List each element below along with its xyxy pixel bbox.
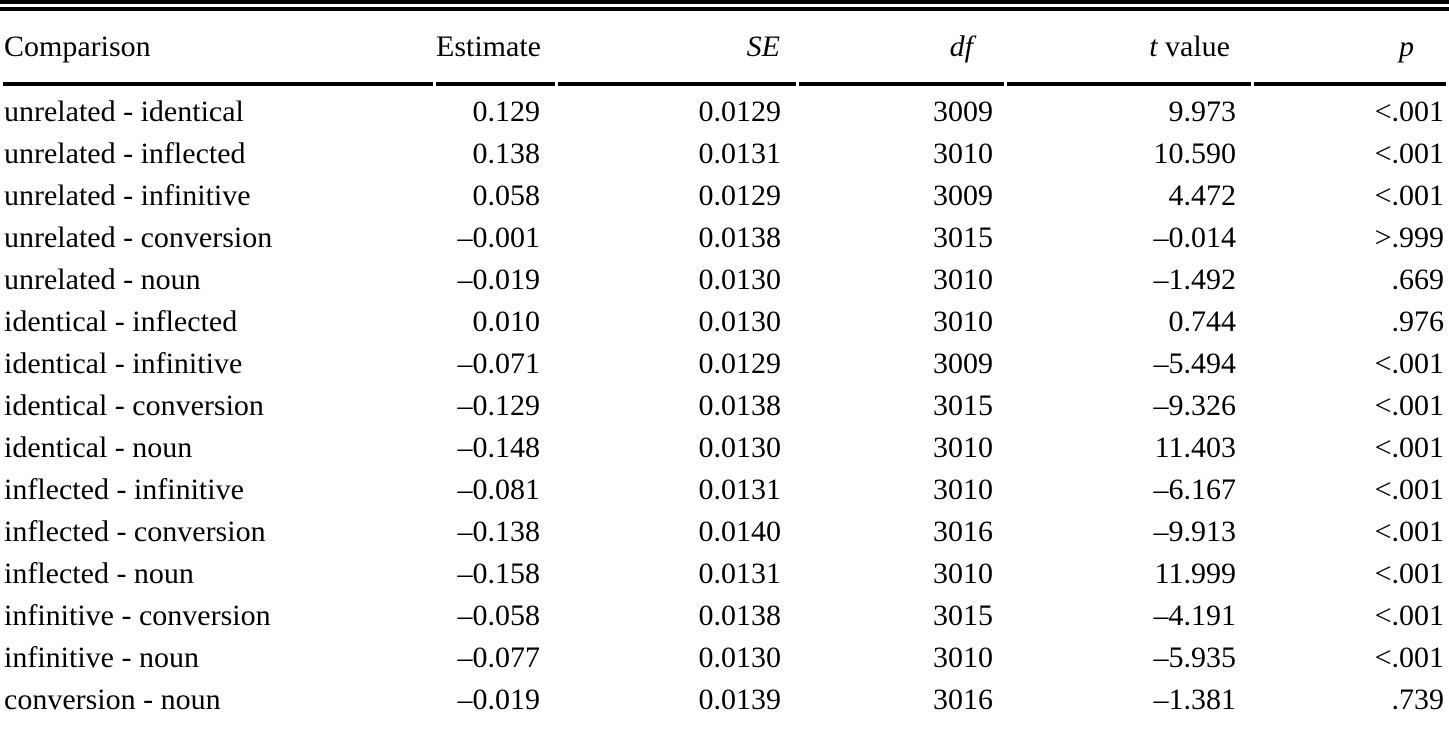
p-cell: <.001 bbox=[1374, 431, 1444, 464]
t-value-cell: 11.403 bbox=[1154, 431, 1236, 464]
table-row bbox=[3, 128, 1446, 170]
comparison-cell: infinitive - conversion bbox=[4, 599, 271, 632]
comparison-cell: identical - infinitive bbox=[4, 347, 243, 380]
se-cell: 0.0131 bbox=[698, 557, 781, 590]
t-value-cell: –5.935 bbox=[1153, 641, 1236, 674]
estimate-cell: –0.019 bbox=[457, 683, 540, 716]
se-cell: 0.0138 bbox=[698, 389, 781, 422]
comparison-cell: identical - conversion bbox=[4, 389, 264, 422]
se-cell: 0.0129 bbox=[698, 95, 781, 128]
table-body bbox=[3, 86, 1446, 716]
t-value-italic-t: t bbox=[1149, 30, 1158, 63]
comparison-cell: inflected - infinitive bbox=[4, 473, 244, 506]
estimate-cell: 0.058 bbox=[472, 179, 540, 212]
table-row bbox=[3, 170, 1446, 212]
t-value-cell: –1.492 bbox=[1153, 263, 1236, 296]
table-header-row bbox=[3, 11, 1446, 86]
t-value-cell: 10.590 bbox=[1153, 137, 1236, 170]
t-value-cell: 4.472 bbox=[1168, 179, 1236, 212]
table-row bbox=[3, 590, 1446, 632]
comparison-cell: unrelated - infinitive bbox=[4, 179, 251, 212]
df-cell: 3010 bbox=[933, 137, 993, 170]
column-header-estimate: Estimate bbox=[436, 11, 555, 86]
comparison-stats-table bbox=[0, 11, 1449, 716]
estimate-cell: 0.129 bbox=[472, 95, 540, 128]
p-cell: <.001 bbox=[1374, 515, 1444, 548]
comparison-cell: conversion - noun bbox=[4, 683, 221, 716]
t-value-cell: –9.913 bbox=[1153, 515, 1236, 548]
df-cell: 3016 bbox=[933, 515, 993, 548]
p-cell: <.001 bbox=[1374, 347, 1444, 380]
p-cell: >.999 bbox=[1374, 221, 1444, 254]
df-cell: 3015 bbox=[933, 389, 993, 422]
df-cell: 3010 bbox=[933, 305, 993, 338]
column-header-df: df bbox=[799, 11, 1004, 86]
comparison-cell: unrelated - conversion bbox=[4, 221, 273, 254]
comparison-cell: infinitive - noun bbox=[4, 641, 199, 674]
comparison-cell: identical - noun bbox=[4, 431, 193, 464]
df-cell: 3009 bbox=[933, 95, 993, 128]
se-cell: 0.0139 bbox=[698, 683, 781, 716]
estimate-cell: –0.158 bbox=[457, 557, 540, 590]
df-cell: 3010 bbox=[933, 641, 993, 674]
table-row bbox=[3, 338, 1446, 380]
p-cell: <.001 bbox=[1374, 557, 1444, 590]
table-row bbox=[3, 422, 1446, 464]
table-row bbox=[3, 548, 1446, 590]
comparison-cell: inflected - noun bbox=[4, 557, 194, 590]
se-cell: 0.0129 bbox=[698, 179, 781, 212]
table-row bbox=[3, 506, 1446, 548]
t-value-cell: 11.999 bbox=[1154, 557, 1236, 590]
t-value-cell: –4.191 bbox=[1153, 599, 1236, 632]
p-cell: .976 bbox=[1391, 305, 1444, 338]
estimate-cell: –0.071 bbox=[457, 347, 540, 380]
df-cell: 3016 bbox=[933, 683, 993, 716]
table-row bbox=[3, 632, 1446, 674]
table-row bbox=[3, 380, 1446, 422]
estimate-cell: –0.138 bbox=[457, 515, 540, 548]
column-header-t-value bbox=[1007, 11, 1251, 86]
df-cell: 3010 bbox=[933, 473, 993, 506]
df-cell: 3010 bbox=[933, 431, 993, 464]
table-row bbox=[3, 254, 1446, 296]
p-cell: <.001 bbox=[1374, 389, 1444, 422]
estimate-cell: –0.129 bbox=[457, 389, 540, 422]
se-cell: 0.0130 bbox=[698, 641, 781, 674]
se-cell: 0.0129 bbox=[698, 347, 781, 380]
t-value-cell: –0.014 bbox=[1153, 221, 1236, 254]
p-cell: <.001 bbox=[1374, 473, 1444, 506]
table-row bbox=[3, 212, 1446, 254]
comparison-cell: identical - inflected bbox=[4, 305, 238, 338]
se-cell: 0.0138 bbox=[698, 599, 781, 632]
p-cell: .669 bbox=[1391, 263, 1444, 296]
estimate-cell: –0.081 bbox=[457, 473, 540, 506]
estimate-cell: –0.077 bbox=[457, 641, 540, 674]
column-header-comparison: Comparison bbox=[3, 11, 433, 86]
p-cell: <.001 bbox=[1374, 137, 1444, 170]
estimate-cell: 0.138 bbox=[472, 137, 540, 170]
df-cell: 3010 bbox=[933, 557, 993, 590]
df-cell: 3015 bbox=[933, 221, 993, 254]
t-value-cell: 9.973 bbox=[1168, 95, 1236, 128]
se-cell: 0.0131 bbox=[698, 137, 781, 170]
comparison-cell: unrelated - noun bbox=[4, 263, 201, 296]
p-cell: <.001 bbox=[1374, 179, 1444, 212]
df-cell: 3015 bbox=[933, 599, 993, 632]
t-value-cell: –6.167 bbox=[1153, 473, 1236, 506]
df-cell: 3010 bbox=[933, 263, 993, 296]
estimate-cell: 0.010 bbox=[472, 305, 540, 338]
se-cell: 0.0131 bbox=[698, 473, 781, 506]
column-header-se: SE bbox=[558, 11, 796, 86]
table-top-double-rule bbox=[0, 0, 1449, 11]
se-cell: 0.0130 bbox=[698, 431, 781, 464]
p-cell: <.001 bbox=[1374, 95, 1444, 128]
t-value-cell: –9.326 bbox=[1153, 389, 1236, 422]
df-cell: 3009 bbox=[933, 347, 993, 380]
se-cell: 0.0138 bbox=[698, 221, 781, 254]
t-value-rest: value bbox=[1157, 30, 1230, 63]
t-value-cell: –1.381 bbox=[1153, 683, 1236, 716]
t-value-cell: –5.494 bbox=[1153, 347, 1236, 380]
table-row bbox=[3, 86, 1446, 128]
comparison-cell: unrelated - identical bbox=[4, 95, 244, 128]
comparison-cell: unrelated - inflected bbox=[4, 137, 246, 170]
p-cell: <.001 bbox=[1374, 641, 1444, 674]
estimate-cell: –0.019 bbox=[457, 263, 540, 296]
df-cell: 3009 bbox=[933, 179, 993, 212]
comparison-cell: inflected - conversion bbox=[4, 515, 266, 548]
table-row bbox=[3, 464, 1446, 506]
table-row bbox=[3, 674, 1446, 716]
se-cell: 0.0140 bbox=[698, 515, 781, 548]
se-cell: 0.0130 bbox=[698, 305, 781, 338]
se-cell: 0.0130 bbox=[698, 263, 781, 296]
estimate-cell: –0.001 bbox=[457, 221, 540, 254]
p-cell: <.001 bbox=[1374, 599, 1444, 632]
t-value-cell: 0.744 bbox=[1168, 305, 1236, 338]
estimate-cell: –0.058 bbox=[457, 599, 540, 632]
estimate-cell: –0.148 bbox=[457, 431, 540, 464]
column-header-p: p bbox=[1254, 11, 1446, 86]
table-row bbox=[3, 296, 1446, 338]
p-cell: .739 bbox=[1391, 683, 1444, 716]
